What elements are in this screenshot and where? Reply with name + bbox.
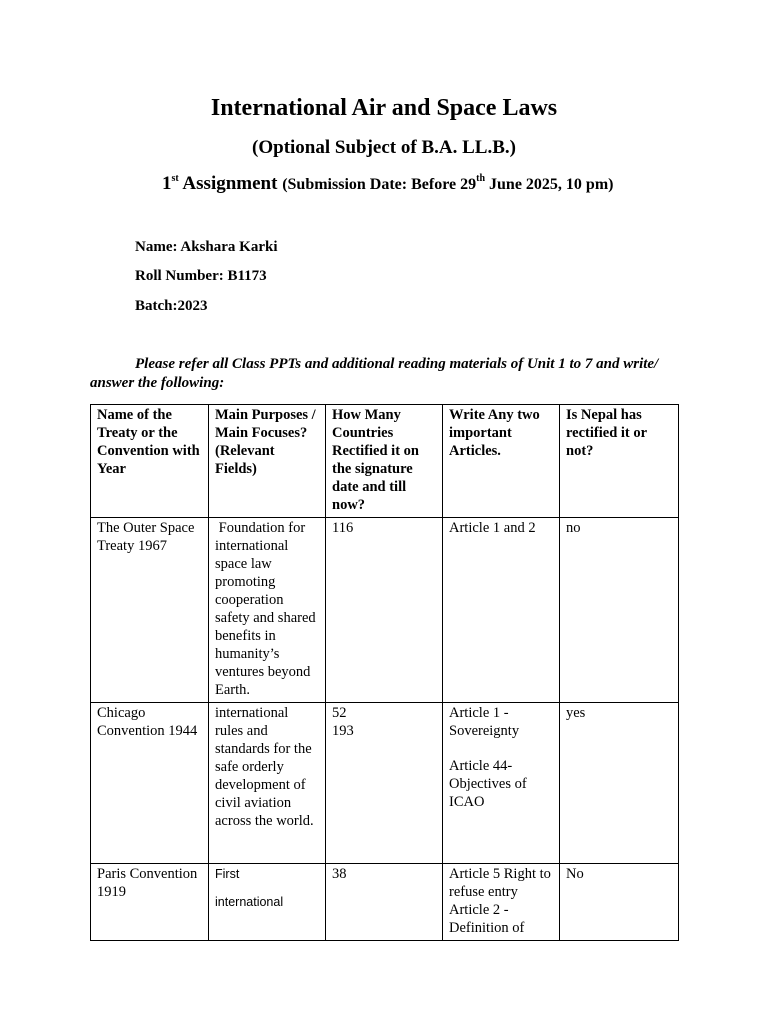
cell-countries: 116	[326, 518, 443, 703]
header-purpose: Main Purposes / Main Focuses? (Relevant Fields)	[209, 405, 326, 518]
article-first: Article 5 Right to refuse entry	[449, 866, 551, 900]
table-row	[91, 703, 679, 864]
cell-nepal: no	[560, 518, 679, 703]
cell-purpose	[209, 864, 326, 941]
cell-nepal: No	[560, 864, 679, 941]
assignment-number-suffix: st	[171, 173, 179, 184]
countries-now: 193	[332, 723, 354, 739]
article-second: Article 44- Objectives of ICAO	[449, 758, 527, 810]
cell-treaty: Paris Convention 1919	[91, 864, 209, 941]
table-row	[91, 518, 679, 703]
article-second: Article 2 - Definition of	[449, 902, 525, 936]
cell-purpose: international rules and standards for the safe orderly development of civil aviation across the world.	[209, 703, 326, 864]
header-countries: How Many Countries Rectified it on the signature date and till now?	[326, 405, 443, 518]
header-articles: Write Any two important Articles.	[443, 405, 560, 518]
document-title: International Air and Space Laws	[210, 95, 558, 121]
table-row	[91, 864, 679, 941]
cell-nepal: yes	[560, 703, 679, 864]
submission-date-suffix: th	[476, 173, 486, 184]
article-first: Article 1 - Sovereignty	[449, 705, 520, 739]
header-nepal: Is Nepal has rectified it or not?	[560, 405, 679, 518]
purpose-line-2: international	[215, 895, 284, 909]
treaty-table	[90, 404, 679, 941]
document-subtitle: (Optional Subject of B.A. LL.B.)	[252, 137, 516, 158]
assignment-number: 1	[162, 173, 172, 194]
roll-number: Roll Number: B1173	[135, 268, 267, 284]
submission-date-prefix: (Submission Date: Before 29	[282, 176, 477, 193]
instruction-line-2: answer the following:	[90, 375, 225, 391]
instruction-line-1: Please refer all Class PPTs and additional reading materials of Unit 1 to 7 and write/	[135, 356, 659, 372]
cell-countries: 38	[326, 864, 443, 941]
cell-articles	[443, 703, 560, 864]
cell-purpose: Foundation for international space law promoting cooperation safety and shared benefits in humanity’s ventures beyond Earth.	[209, 518, 326, 703]
countries-signature: 52	[332, 705, 347, 721]
table-header-row	[91, 405, 679, 518]
assignment-heading	[162, 172, 613, 197]
cell-treaty: The Outer Space Treaty 1967	[91, 518, 209, 703]
assignment-label: Assignment	[178, 173, 283, 194]
cell-articles	[443, 864, 560, 941]
cell-treaty: Chicago Convention 1944	[91, 703, 209, 864]
submission-date-rest: June 2025, 10 pm)	[485, 176, 614, 193]
purpose-line-1: First	[215, 867, 240, 881]
cell-articles: Article 1 and 2	[443, 518, 560, 703]
cell-countries	[326, 703, 443, 864]
instruction-text	[90, 355, 680, 393]
student-name: Name: Akshara Karki	[135, 239, 278, 255]
header-treaty: Name of the Treaty or the Convention with Year	[91, 405, 209, 518]
batch: Batch:2023	[135, 298, 208, 314]
